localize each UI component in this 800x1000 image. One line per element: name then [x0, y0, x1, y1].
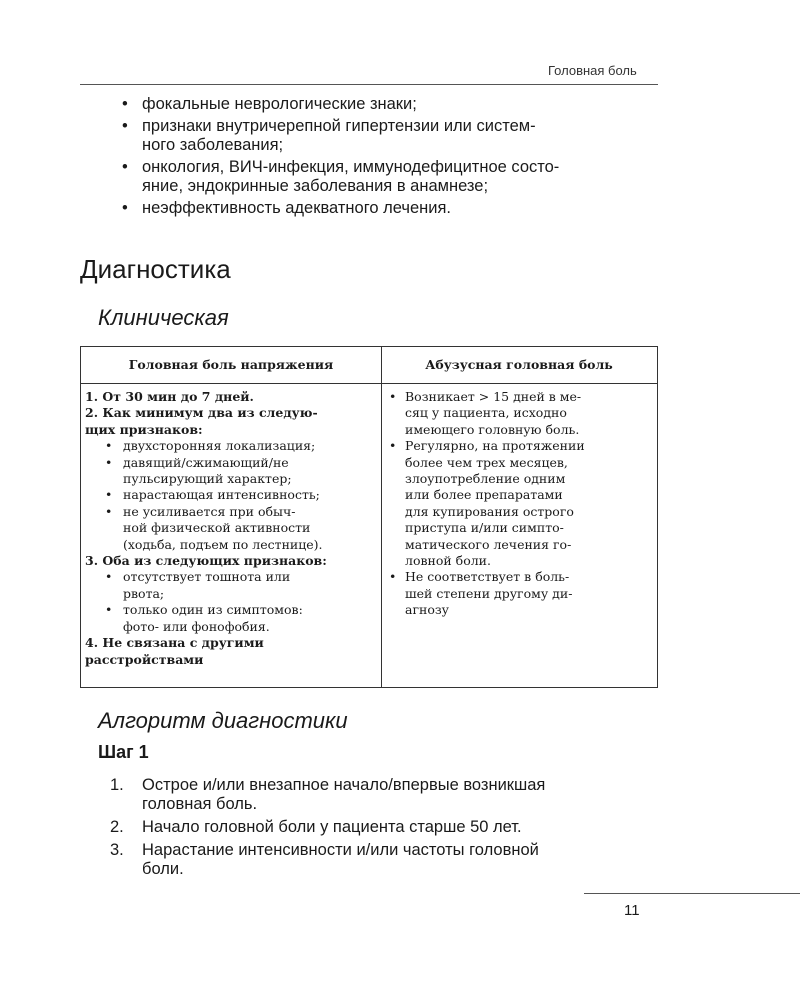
table-header-divider	[81, 383, 657, 384]
step-text: Острое и/или внезапное начало/впервые возникшая головная боль.	[142, 776, 546, 813]
bullet-icon: •	[122, 158, 128, 176]
bullet-icon: •	[122, 95, 128, 113]
list-item	[387, 438, 653, 569]
list-item	[110, 818, 665, 837]
criteria-table	[80, 346, 658, 688]
list-item	[85, 455, 377, 488]
page-number: 11	[624, 902, 640, 919]
footer-rule	[584, 893, 800, 894]
bullet-icon: •	[105, 569, 113, 585]
list-item	[85, 602, 377, 635]
bullet-icon: •	[389, 438, 397, 454]
bullet-icon: •	[105, 487, 113, 503]
list-item-text: только один из симптомов: фото- или фонофобия.	[123, 602, 303, 634]
list-item	[85, 438, 377, 454]
bullet-icon: •	[105, 602, 113, 618]
subsection-heading-clinical: Клиническая	[98, 305, 229, 330]
list-item	[85, 504, 377, 553]
running-head: Головная боль	[548, 63, 637, 78]
list-item-text: Регулярно, на протяжении более чем трех месяцев, злоупотребление одним или более препаратами для купирования острого приступа и/или симпто- матического лечения го- ловной боли.	[405, 438, 585, 569]
step-number: 2.	[110, 818, 124, 836]
list-item-text: отсутствует тошнота или рвота;	[123, 569, 291, 601]
step-heading: Шаг 1	[98, 742, 149, 762]
list-item	[387, 569, 653, 618]
list-item	[85, 569, 377, 602]
step-text: Нарастание интенсивности и/или частоты головной боли.	[142, 841, 539, 878]
bullet-icon: •	[105, 438, 113, 454]
list-item	[110, 841, 665, 879]
list-item-text: признаки внутричерепной гипертензии или систем- ного заболевания;	[142, 117, 536, 154]
step-number: 3.	[110, 841, 124, 859]
bullet-icon: •	[122, 199, 128, 217]
header-rule	[80, 84, 658, 85]
table-cell-overuse-criteria	[387, 389, 653, 619]
table-header-tension-headache: Головная боль напряжения	[128, 357, 334, 372]
list-item-text: неэффективность адекватного лечения.	[142, 199, 451, 217]
step-number: 1.	[110, 776, 124, 794]
table-header-overuse-headache: Абузусная головная боль	[425, 357, 613, 372]
list-item-text: Возникает > 15 дней в ме- сяц у пациента, исходно имеющего головную боль.	[405, 389, 582, 437]
list-item-text: онкология, ВИЧ-инфекция, иммунодефицитное состо- яние, эндокринные заболевания в анамнезе;	[142, 158, 560, 195]
list-item	[120, 199, 665, 218]
list-item-text: двухсторонняя локализация;	[123, 438, 316, 454]
bullet-icon: •	[389, 389, 397, 404]
criterion-1: 1. От 30 мин до 7 дней.	[85, 389, 254, 404]
table-column-divider	[381, 347, 382, 687]
table-cell-tension-criteria	[85, 389, 377, 668]
list-item-text: фокальные неврологические знаки;	[142, 95, 417, 113]
list-item-text: нарастающая интенсивность;	[123, 487, 320, 503]
bullet-icon: •	[105, 503, 113, 519]
list-item	[120, 117, 665, 155]
criterion-3: 3. Оба из следующих признаков:	[85, 553, 327, 569]
criterion-2-list	[85, 438, 377, 553]
criterion-2: 2. Как минимум два из следую- щих признаков:	[85, 405, 318, 437]
list-item-text: Не соответствует в боль- шей степени другому ди- агнозу	[405, 569, 573, 618]
list-item-text: не усиливается при обыч- ной физической активности (ходьба, подъем по лестнице).	[123, 503, 323, 552]
step-text: Начало головной боли у пациента старше 50 лет.	[142, 818, 522, 836]
list-item	[110, 776, 665, 814]
overuse-criteria-list	[387, 389, 653, 619]
list-item	[85, 487, 377, 503]
step-list	[110, 776, 665, 883]
criterion-4: 4. Не связана с другими расстройствами	[85, 635, 264, 667]
list-item	[120, 158, 665, 196]
subsection-heading-algorithm: Алгоритм диагностики	[98, 708, 348, 733]
bullet-icon: •	[389, 569, 397, 585]
list-item-text: давящий/сжимающий/не пульсирующий характер;	[123, 454, 292, 487]
section-heading-diagnostics: Диагностика	[80, 254, 231, 284]
criterion-3-list	[85, 569, 377, 635]
list-item	[387, 389, 653, 438]
intro-bullet-list	[120, 95, 665, 221]
bullet-icon: •	[105, 454, 113, 470]
list-item	[120, 95, 665, 114]
bullet-icon: •	[122, 117, 128, 135]
